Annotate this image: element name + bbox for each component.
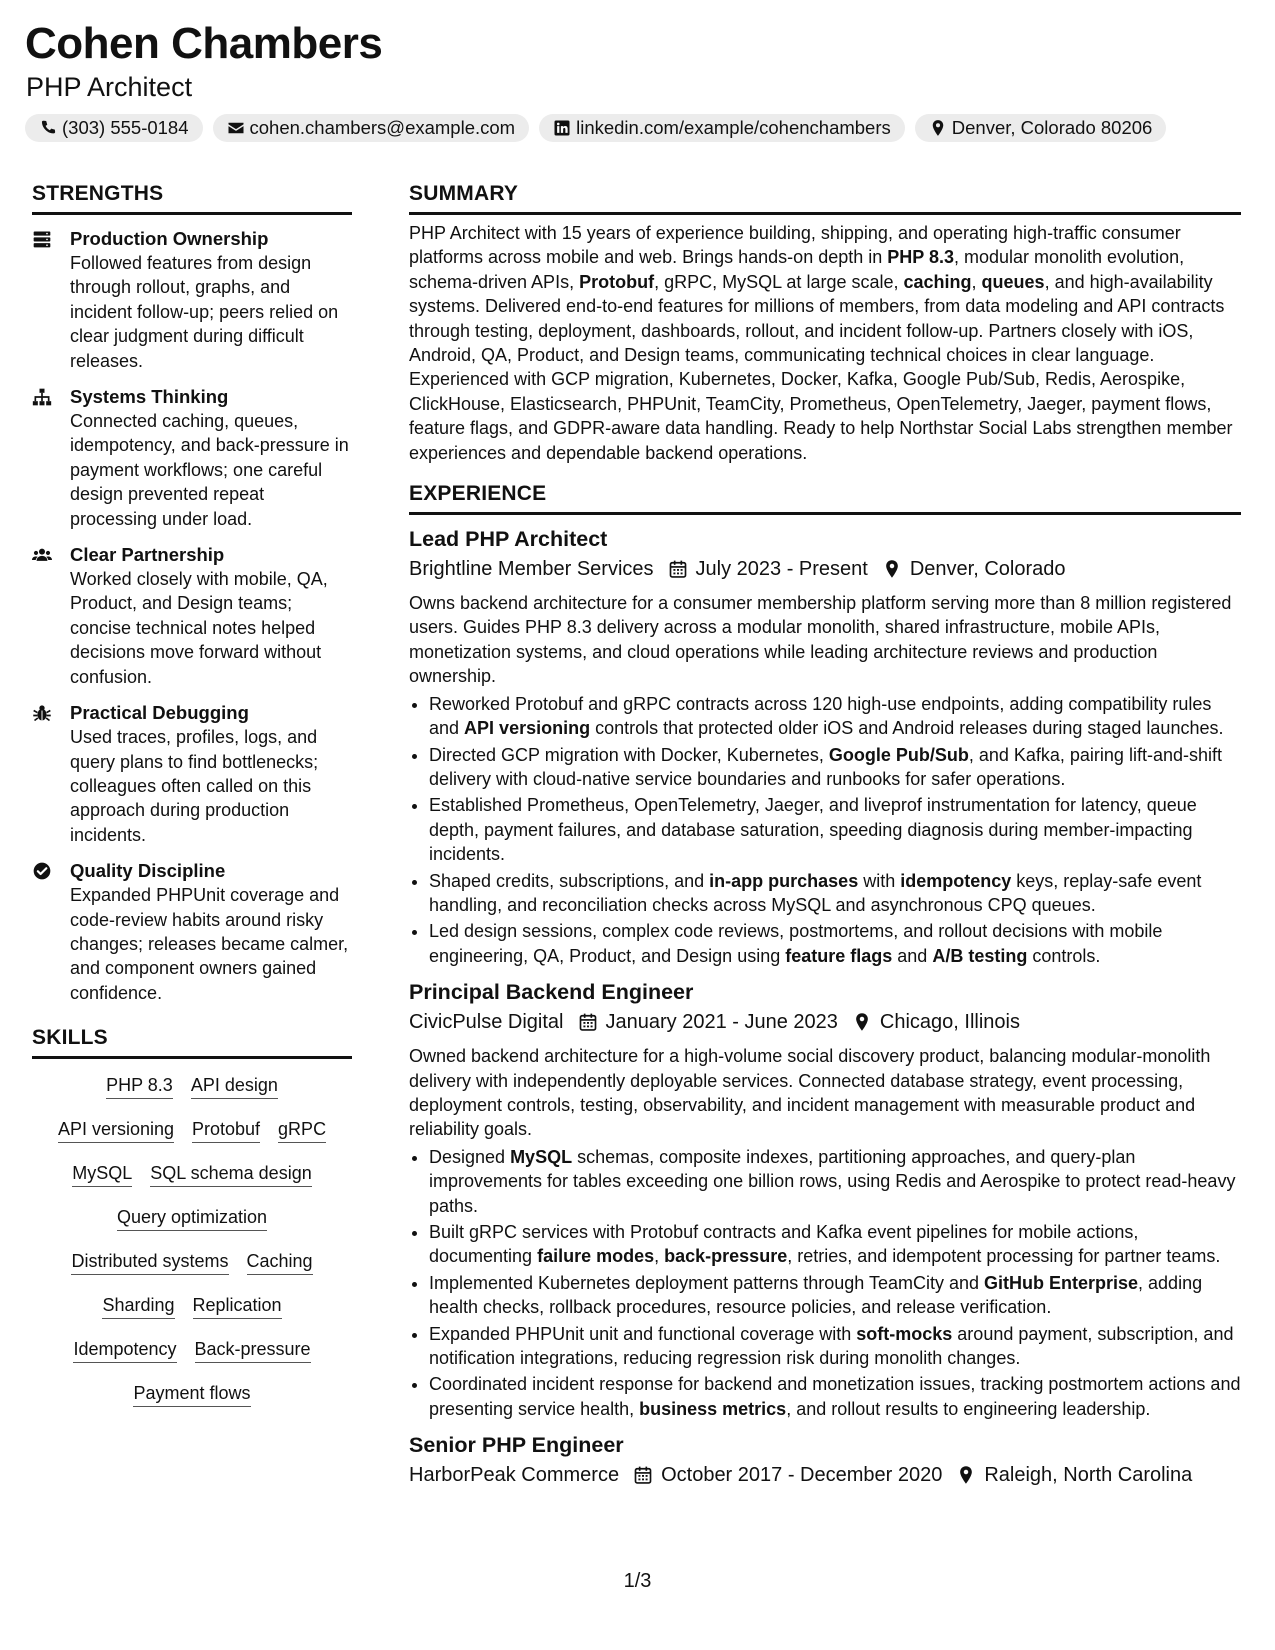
job-bullet [429,1372,1241,1421]
job-meta [409,1461,1241,1489]
text-run: , and Kafka, pairing lift-and-shift delivery with cloud-native service boundaries and runbooks for safer operations. [429,744,1222,789]
skill-tag: Replication [193,1293,282,1319]
contact-phone[interactable] [25,114,203,142]
job-title: Lead PHP Architect [409,527,608,552]
candidate-name: Cohen Chambers [25,19,383,68]
map-pin-icon [882,559,902,579]
strength-item [32,543,352,689]
job-bullet [429,793,1241,866]
contact-location-text: Denver, Colorado 80206 [951,117,1153,138]
text-run: Reworked Protobuf and gRPC contracts across 120 high-use endpoints, adding compatibility rules and [429,693,1212,739]
bold-keyword: queues [981,271,1045,292]
text-run: keys, replay-safe event handling, and reconciliation checks across MySQL and asynchronous CPQ queues. [429,870,1202,915]
phone-icon [39,119,57,137]
job-dates: July 2023 - Present [695,558,868,581]
skill-tag: Caching [247,1249,313,1275]
text-run: Designed [429,1146,511,1167]
text-run: PHP Architect with 15 years of experience building, shipping, and operating high-traffic consumer platforms across mobile and web. Brings hands-on depth in [409,223,1181,268]
users-icon [32,545,52,565]
text-run: , modular monolith evolution, schema-driven APIs, [409,247,1185,292]
summary-heading: SUMMARY [409,183,1241,215]
strength-desc: Worked closely with mobile, QA, Product, and Design teams; concise technical notes helped decisions move forward without confusion. [70,569,328,687]
calendar-icon [633,1465,653,1485]
skill-tag: Sharding [102,1293,174,1319]
job-bullet [429,743,1241,792]
skill-tag: Idempotency [73,1337,176,1363]
text-run: Shaped credits, subscriptions, and [429,870,710,891]
strengths-heading: STRENGTHS [32,183,352,215]
bug-icon [32,703,52,723]
text-run: schemas, composite indexes, partitioning approaches, and query-plan improvements for tables exceeding one billion rows, using Redis and Aerospike to protect read-heavy paths. [429,1146,1236,1216]
bold-keyword: feature flags [785,945,893,966]
bold-keyword: idempotency [900,870,1012,891]
skill-row [72,1161,311,1187]
bold-keyword: in-app purchases [709,870,859,891]
skill-row [133,1381,250,1407]
strength-title: Systems Thinking [70,386,229,408]
bold-keyword: A/B testing [932,945,1028,966]
job-title: Principal Backend Engineer [409,980,694,1005]
job-company: Brightline Member Services [409,558,654,581]
job-location: Chicago, Illinois [879,1011,1020,1034]
job-bullet [429,1322,1241,1371]
skill-row [102,1293,281,1319]
job-location: Denver, Colorado [909,558,1066,581]
text-run: Directed GCP migration with Docker, Kubernetes, [429,744,829,765]
bold-keyword: Google Pub/Sub [828,744,969,765]
job-bullets [409,692,1241,968]
page-number: 1/3 [623,1570,652,1592]
bold-keyword: Protobuf [579,271,655,292]
calendar-icon [578,1012,598,1032]
candidate-role: PHP Architect [26,72,193,102]
text-run: , gRPC, MySQL at large scale, [654,271,904,292]
job-dates: January 2021 - June 2023 [605,1011,838,1034]
skills-heading: SKILLS [32,1027,352,1059]
skill-row [106,1073,278,1099]
skill-tag: gRPC [278,1117,326,1143]
skill-tag: PHP 8.3 [106,1073,173,1099]
job-company: HarborPeak Commerce [409,1464,620,1487]
job-location: Raleigh, North Carolina [984,1464,1193,1487]
skill-row [58,1117,326,1143]
skill-tag: API design [191,1073,278,1099]
contact-phone-text: (303) 555-0184 [62,117,189,138]
strength-desc: Connected caching, queues, idempotency, and back-pressure in payment workflows; one careful design prevented repeat processing under load. [70,411,349,529]
skill-tag: MySQL [72,1161,132,1187]
bold-keyword: MySQL [510,1146,573,1167]
job-bullet [429,1145,1241,1218]
strength-desc: Expanded PHPUnit coverage and code-review habits around risky changes; releases became calmer, and component owners gained confidence. [70,885,349,1003]
text-run: controls. [1027,945,1101,966]
right-column [409,183,1241,1489]
job-description: Owned backend architecture for a high-volume social discovery product, balancing modular-monolith delivery with independently deployable services. Connected database strategy, event processing, deployment controls, testing, observability, and incident management with measurable product and reliability goals. [409,1046,1211,1140]
strength-item [32,227,352,373]
text-run: , adding health checks, rollback procedures, resource policies, and release verification. [429,1272,1203,1318]
map-pin-icon [956,1465,976,1485]
strength-item [32,385,352,531]
summary-text [409,221,1241,465]
skill-tag: Protobuf [192,1117,260,1143]
skill-row [117,1205,267,1231]
server-icon [32,229,52,249]
job-entry [409,1431,1241,1489]
strength-desc: Used traces, profiles, logs, and query plans to find bottlenecks; colleagues often called on this approach during production incidents. [70,727,319,845]
bold-keyword: PHP 8.3 [887,247,954,268]
bold-keyword: GitHub Enterprise [984,1272,1139,1293]
job-title: Senior PHP Engineer [409,1433,624,1458]
skill-tag: Distributed systems [71,1249,228,1275]
text-run: , [654,1246,665,1267]
bold-keyword: soft-mocks [856,1323,953,1344]
skill-tag: API versioning [58,1117,174,1143]
linkedin-icon [553,119,571,137]
job-company: CivicPulse Digital [409,1011,564,1034]
job-bullet [429,869,1241,918]
contact-location [915,114,1167,142]
job-description: Owns backend architecture for a consumer membership platform serving more than 8 million registered users. Guides PHP 8.3 delivery across a modular monolith, shared infrastructure, mobile APIs, monetization systems, and cloud operations while leading architecture reviews and production ownership. [409,593,1232,687]
map-pin-icon [852,1012,872,1032]
job-entry [409,978,1241,1421]
skill-tag: Query optimization [117,1205,267,1231]
strength-item [32,701,352,847]
skill-tag: SQL schema design [150,1161,311,1187]
contact-email[interactable] [213,114,530,142]
bold-keyword: failure modes [537,1246,655,1267]
strength-item [32,859,352,1005]
text-run: Led design sessions, complex code reviews, postmortems, and rollout decisions with mobile engineering, QA, Product, and Design using [429,921,1163,966]
sitemap-icon [32,387,52,407]
bold-keyword: business metrics [639,1398,787,1419]
strength-title: Practical Debugging [70,702,249,724]
left-column [32,183,352,1407]
bold-keyword: API versioning [464,718,591,739]
job-meta [409,555,1241,583]
job-bullet [429,1271,1241,1320]
skill-row [73,1337,310,1363]
job-entry [409,525,1241,968]
text-run: with [858,870,901,891]
text-run: Built gRPC services with Protobuf contracts and Kafka event pipelines for mobile actions, documenting [429,1222,1139,1267]
check-circle-icon [32,861,52,881]
contact-linkedin-text: linkedin.com/example/cohenchambers [576,117,891,138]
job-bullet [429,692,1241,741]
job-bullets [409,1145,1241,1421]
strength-desc: Followed features from design through rollout, graphs, and incident follow-up; peers relied on clear judgment during difficult releases. [70,253,339,371]
contact-bar [25,114,1166,142]
bold-keyword: caching [903,271,972,292]
job-meta [409,1008,1241,1036]
map-pin-icon [929,119,947,137]
calendar-icon [668,559,688,579]
strength-title: Clear Partnership [70,544,225,566]
skill-tag: Payment flows [133,1381,250,1407]
strength-title: Quality Discipline [70,860,226,882]
text-run: around payment, subscription, and notification integrations, reducing regression risk during monolith changes. [429,1323,1234,1369]
envelope-icon [227,119,245,137]
job-bullet [429,919,1241,968]
text-run: , and high-availability systems. Delivered end-to-end features for millions of members, from data modeling and API contracts through testing, deployment, dashboards, rollout, and incident follow-up. Partners closely with iOS, Android, QA, Product, and Design teams, communicating technical choices in clear language. Experienced with GCP migration, Kubernetes, Docker, Kafka, Google Pub/Sub, Redis, Aerospike, ClickHouse, Elasticsearch, PHPUnit, TeamCity, Prometheus, OpenTelemetry, Jaeger, payment flows, feature flags, and GDPR-aware data handling. Ready to help Northstar Social Labs strengthen member experiences and dependable backend operations. [409,271,1233,463]
text-run: , and rollout results to engineering leadership. [786,1398,1151,1419]
skills-list [32,1073,352,1407]
skill-row [71,1249,312,1275]
text-run: , [971,271,982,292]
text-run: Implemented Kubernetes deployment patterns through TeamCity and [429,1272,984,1293]
contact-linkedin[interactable] [539,114,905,142]
strength-title: Production Ownership [70,228,269,249]
text-run: Established Prometheus, OpenTelemetry, Jaeger, and liveprof instrumentation for latency, queue depth, payment failures, and database saturation, speeding diagnosis during member-impacting incidents. [429,795,1197,865]
experience-list [409,525,1241,1489]
text-run: , retries, and idempotent processing for partner teams. [787,1246,1221,1267]
contact-email-text: cohen.chambers@example.com [249,117,516,138]
job-dates: October 2017 - December 2020 [661,1464,943,1487]
text-run: Coordinated incident response for backend and monetization issues, tracking postmortem actions and presenting service health, [429,1374,1241,1419]
text-run: and [892,945,933,966]
experience-heading: EXPERIENCE [409,483,1241,515]
job-bullet [429,1220,1241,1269]
text-run: controls that protected older iOS and Android releases during staged launches. [590,718,1224,739]
skill-tag: Back-pressure [195,1337,311,1363]
bold-keyword: back-pressure [664,1246,788,1267]
text-run: Expanded PHPUnit unit and functional coverage with [429,1323,857,1344]
